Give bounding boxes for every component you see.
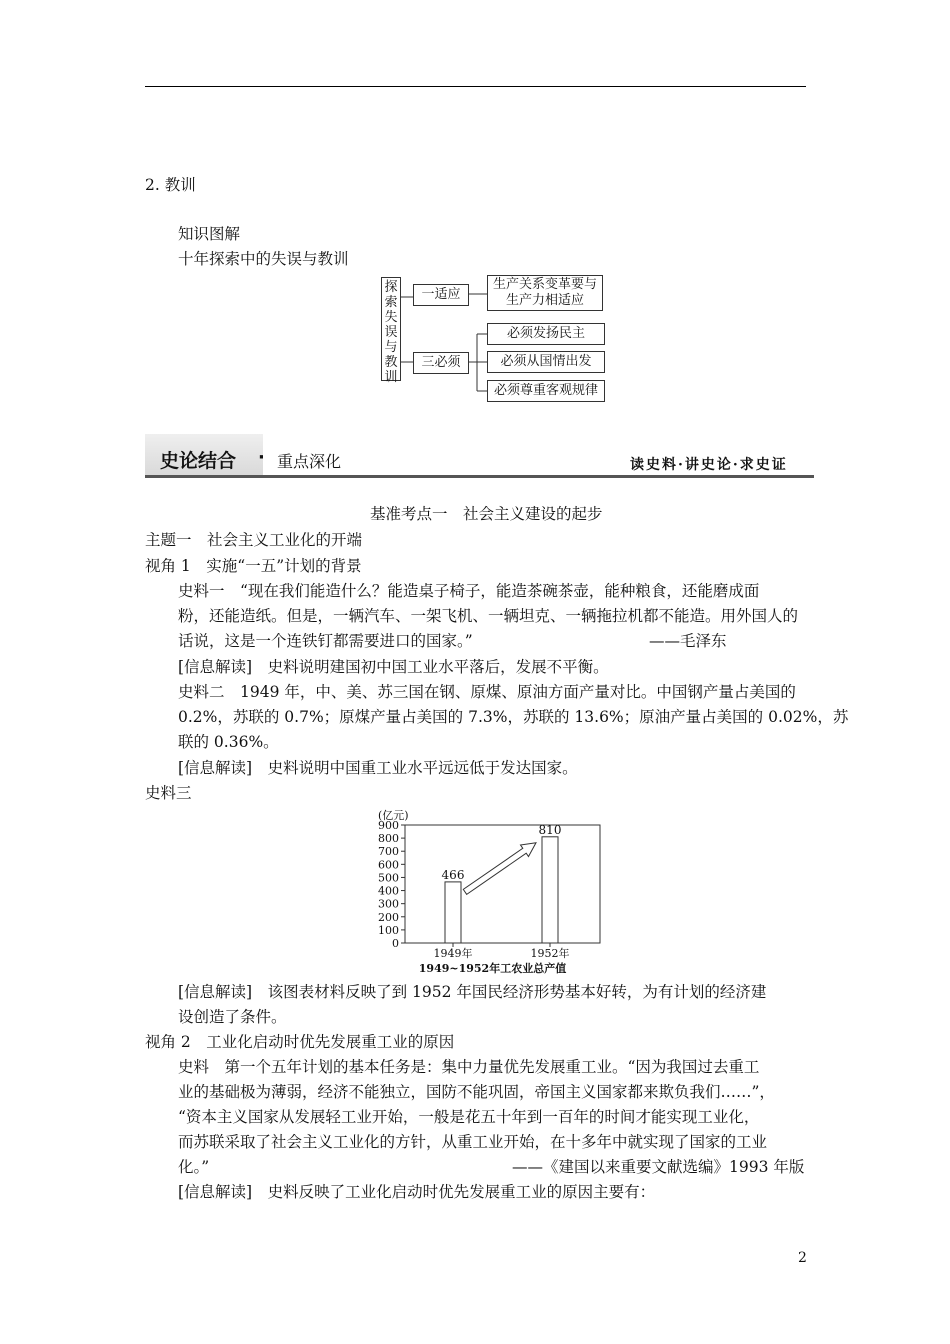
y-tick-label: 600: [378, 858, 399, 872]
bar: [445, 882, 461, 943]
page-number: 2: [798, 1250, 807, 1266]
diagram-leaf-label: 必须从国情出发: [500, 354, 592, 369]
source-2-line: 联的 0.36%。: [178, 733, 279, 751]
bar-value-label: 810: [538, 822, 562, 837]
source-1-line: 话说，这是一个连铁钉都需要进口的国家。”: [178, 632, 473, 650]
view-2-line: 化。”: [178, 1158, 210, 1176]
x-tick-label: 1949年: [433, 947, 473, 960]
y-tick-label: 500: [378, 871, 399, 885]
y-axis-label: (亿元): [378, 809, 409, 822]
diagram-branch2-leaf-2: [487, 351, 605, 373]
bar-value-label: 466: [441, 867, 465, 882]
source-3-reading-line: [信息解读] 该图表材料反映了到 1952 年国民经济形势基本好转，为有计划的经济建: [178, 983, 767, 1001]
diagram-title: 十年探索中的失误与教训: [178, 250, 349, 268]
y-tick-label: 700: [378, 845, 399, 859]
banner-tagline: 读史料·讲史论·求史证: [630, 457, 788, 473]
view-2-line: 史料 第一个五年计划的基本任务是：集中力量优先发展重工业。“因为我国过去重工: [178, 1058, 760, 1076]
diagram-connectors: [0, 0, 950, 420]
diagram-branch1-box: [413, 284, 469, 306]
diagram-branch2-leaf-1: [487, 323, 605, 345]
output-bar-chart: [360, 805, 620, 975]
x-tick-label: 1952年: [530, 947, 570, 960]
plot-frame: [405, 822, 600, 943]
view-2-line: 而苏联采取了社会主义工业化的方针，从重工业开始，在十多年中就实现了国家的工业: [178, 1133, 768, 1151]
diagram-leaf-label: 必须发扬民主: [506, 326, 585, 341]
source-1-attribution: ——毛泽东: [649, 632, 727, 650]
banner-title: 史论结合: [160, 450, 237, 472]
diagram-branch1-leaf-label: 生产关系变革要与生产力相适应: [492, 277, 597, 308]
bar: [542, 837, 558, 943]
banner-rule: [145, 475, 814, 478]
diagram-branch1-label: 一适应: [421, 287, 461, 302]
banner-dot: ·: [258, 447, 265, 468]
y-tick-label: 0: [392, 937, 399, 950]
view-1-label: 视角 1 实施“一五”计划的背景: [145, 557, 362, 575]
section-heading: 2. 教训: [145, 176, 196, 194]
trend-arrow: [463, 843, 536, 895]
y-tick-label: 900: [378, 819, 399, 832]
main-title: 基准考点一 社会主义建设的起步: [370, 505, 603, 523]
source-3-label: 史料三: [145, 784, 192, 802]
diagram-branch2-leaf-3: [487, 380, 605, 402]
source-1-line: 史料一 “现在我们能造什么？能造桌子椅子，能造茶碗茶壶，能种粮食，还能磨成面: [178, 582, 760, 600]
y-tick-label: 200: [378, 910, 399, 924]
y-tick-label: 400: [378, 884, 399, 898]
view-2-line: “资本主义国家从发展轻工业开始，一般是花五十年到一百年的时间才能实现工业化，: [178, 1108, 760, 1126]
source-1-reading: [信息解读] 史料说明建国初中国工业水平落后，发展不平衡。: [178, 658, 609, 676]
diagram-branch2-label: 三必须: [421, 355, 461, 370]
view-2-label: 视角 2 工业化启动时优先发展重工业的原因: [145, 1033, 455, 1051]
y-tick-label: 300: [378, 897, 399, 911]
diagram-root-label: 探索失误与教训: [384, 280, 398, 385]
chart-caption: 1949~1952年工农业总产值: [418, 962, 567, 975]
view-2-attribution: ——《建国以来重要文献选编》1993 年版: [512, 1158, 805, 1176]
diagram-leaf-label: 必须尊重客观规律: [493, 383, 598, 398]
y-tick-label: 100: [378, 923, 399, 937]
topic-1: 主题一 社会主义工业化的开端: [145, 531, 363, 549]
view-2-reading: [信息解读] 史料反映了工业化启动时优先发展重工业的原因主要有：: [178, 1183, 656, 1201]
source-1-line: 粉，还能造纸。但是，一辆汽车、一架飞机、一辆坦克、一辆拖拉机都不能造。用外国人的: [178, 607, 799, 625]
diagram-branch2-box: [413, 352, 469, 374]
source-2-line: 0.2%，苏联的 0.7%；原煤产量占美国的 7.3%，苏联的 13.6%；原油产量占美国的 0.02%，苏: [178, 708, 849, 726]
source-2-reading: [信息解读] 史料说明中国重工业水平远远低于发达国家。: [178, 759, 578, 777]
source-3-reading-line: 设创造了条件。: [178, 1008, 287, 1026]
view-2-line: 业的基础极为薄弱，经济不能独立，国防不能巩固，帝国主义国家都来欺负我们……”，: [178, 1083, 775, 1101]
diagram-caption: 知识图解: [178, 225, 241, 243]
banner-subtitle: 重点深化: [277, 452, 342, 471]
y-tick-label: 800: [378, 832, 399, 846]
source-2-line: 史料二 1949 年，中、美、苏三国在钢、原煤、原油方面产量对比。中国钢产量占美国的: [178, 683, 796, 701]
diagram-branch1-leaf: [487, 275, 603, 311]
